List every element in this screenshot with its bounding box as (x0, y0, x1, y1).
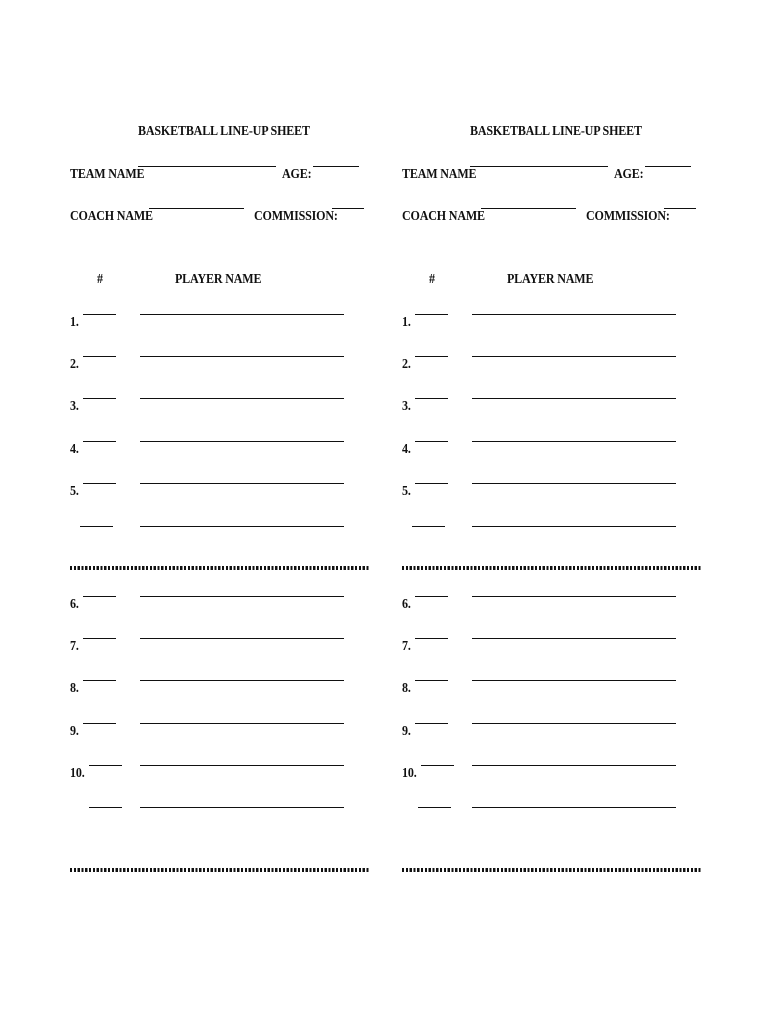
commission-label: COMMISSION: (254, 209, 338, 224)
player-name-field[interactable] (140, 526, 344, 527)
jersey-number-field[interactable] (89, 765, 122, 766)
jersey-number-field[interactable] (415, 483, 448, 484)
jersey-number-field[interactable] (83, 483, 116, 484)
jersey-number-field[interactable] (83, 398, 116, 399)
player-name-field[interactable] (472, 765, 676, 766)
jersey-number-field[interactable] (83, 356, 116, 357)
commission-label: COMMISSION: (586, 209, 670, 224)
jersey-number-field[interactable] (83, 680, 116, 681)
age-label: AGE: (282, 167, 312, 182)
team-name-field[interactable] (470, 166, 608, 167)
player-name-field[interactable] (140, 723, 344, 724)
age-field[interactable] (645, 166, 691, 167)
jersey-number-field[interactable] (415, 680, 448, 681)
coach-name-field[interactable] (481, 208, 576, 209)
row-number: 8. (70, 681, 79, 696)
number-column-header: # (429, 272, 435, 287)
player-name-field[interactable] (472, 526, 676, 527)
row-number: 9. (402, 724, 411, 739)
player-name-field[interactable] (140, 765, 344, 766)
player-name-field[interactable] (140, 638, 344, 639)
row-number: 7. (402, 639, 411, 654)
jersey-number-field[interactable] (415, 596, 448, 597)
jersey-number-field[interactable] (83, 314, 116, 315)
commission-field[interactable] (332, 208, 364, 209)
jersey-number-field[interactable] (83, 596, 116, 597)
player-name-column-header: PLAYER NAME (175, 272, 262, 287)
coach-name-label: COACH NAME (70, 209, 153, 224)
jersey-number-field[interactable] (415, 398, 448, 399)
player-name-field[interactable] (140, 483, 344, 484)
jersey-number-field[interactable] (415, 638, 448, 639)
jersey-number-field[interactable] (415, 723, 448, 724)
row-number: 3. (402, 399, 411, 414)
row-number: 6. (70, 597, 79, 612)
row-number: 2. (402, 357, 411, 372)
player-name-field[interactable] (472, 723, 676, 724)
row-number: 6. (402, 597, 411, 612)
row-number: 10. (70, 766, 85, 781)
row-number: 3. (70, 399, 79, 414)
player-name-field[interactable] (472, 638, 676, 639)
team-name-field[interactable] (138, 166, 276, 167)
lineup-sheet-right (402, 0, 702, 1024)
coach-name-field[interactable] (149, 208, 244, 209)
age-label: AGE: (614, 167, 644, 182)
row-number: 7. (70, 639, 79, 654)
sheet-title: BASKETBALL LINE-UP SHEET (138, 124, 310, 139)
row-number: 4. (70, 442, 79, 457)
row-number: 1. (70, 315, 79, 330)
player-name-field[interactable] (140, 807, 344, 808)
jersey-number-field[interactable] (415, 356, 448, 357)
player-name-column-header: PLAYER NAME (507, 272, 594, 287)
team-name-label: TEAM NAME (402, 167, 477, 182)
team-name-label: TEAM NAME (70, 167, 145, 182)
player-name-field[interactable] (472, 441, 676, 442)
row-number: 5. (402, 484, 411, 499)
dotted-divider (70, 566, 370, 570)
player-name-field[interactable] (140, 314, 344, 315)
player-name-field[interactable] (472, 356, 676, 357)
dotted-divider (70, 868, 370, 872)
lineup-sheet-left (70, 0, 370, 1024)
player-name-field[interactable] (140, 356, 344, 357)
jersey-number-field[interactable] (89, 807, 122, 808)
player-name-field[interactable] (472, 807, 676, 808)
row-number: 2. (70, 357, 79, 372)
jersey-number-field[interactable] (80, 526, 113, 527)
player-name-field[interactable] (140, 398, 344, 399)
player-name-field[interactable] (472, 314, 676, 315)
player-name-field[interactable] (140, 596, 344, 597)
player-name-field[interactable] (472, 483, 676, 484)
sheet-title: BASKETBALL LINE-UP SHEET (470, 124, 642, 139)
dotted-divider (402, 566, 702, 570)
coach-name-label: COACH NAME (402, 209, 485, 224)
row-number: 9. (70, 724, 79, 739)
row-number: 10. (402, 766, 417, 781)
number-column-header: # (97, 272, 103, 287)
row-number: 8. (402, 681, 411, 696)
jersey-number-field[interactable] (83, 638, 116, 639)
jersey-number-field[interactable] (415, 314, 448, 315)
age-field[interactable] (313, 166, 359, 167)
jersey-number-field[interactable] (412, 526, 445, 527)
row-number: 1. (402, 315, 411, 330)
row-number: 4. (402, 442, 411, 457)
jersey-number-field[interactable] (418, 807, 451, 808)
jersey-number-field[interactable] (421, 765, 454, 766)
player-name-field[interactable] (472, 680, 676, 681)
dotted-divider (402, 868, 702, 872)
jersey-number-field[interactable] (83, 441, 116, 442)
commission-field[interactable] (664, 208, 696, 209)
row-number: 5. (70, 484, 79, 499)
jersey-number-field[interactable] (415, 441, 448, 442)
player-name-field[interactable] (472, 398, 676, 399)
jersey-number-field[interactable] (83, 723, 116, 724)
player-name-field[interactable] (140, 680, 344, 681)
player-name-field[interactable] (140, 441, 344, 442)
player-name-field[interactable] (472, 596, 676, 597)
